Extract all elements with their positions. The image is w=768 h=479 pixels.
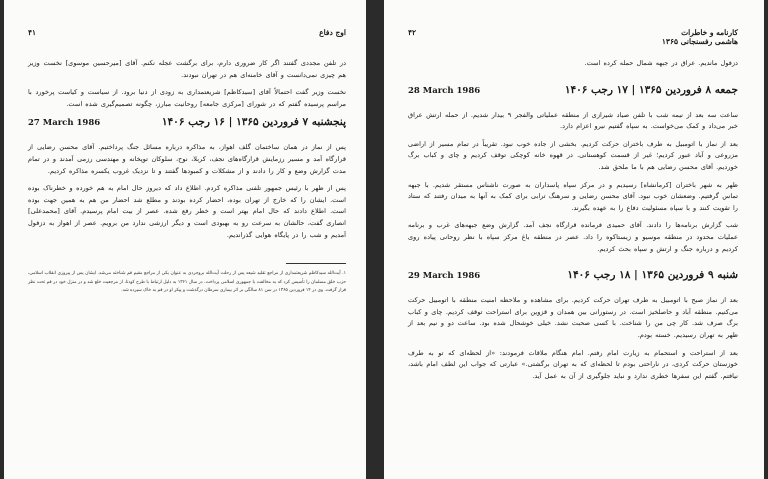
paragraph: دزفول ماندیم. عراق در جبهه شمال حمله کرده است. [584, 59, 738, 67]
paragraph: پس از ظهر با رئیس جمهور تلفنی مذاکره کردم. اطلاع داد که دیروز حال امام به هم خورده و خطرناک بوده است. ایشان را که خارج از تهران بوده، احضار کرده بودند و مطلع شد احضار من هم به همین جهت بوده است. اطلاع دادند که حال امام بهتر است و خطر رفع شده. عصر از بیت امام پرسیدم. آقای [محمدعلی] انصاری گفت، حالشان به سرعت رو به بهبودی است و دیگر ارزشی ندارد من برویم. عصر از اهواز به دزفول آمدیم و شب را در پایگاه هوایی گذراندیم. [28, 184, 346, 239]
footnote-rule [286, 263, 346, 264]
entry-date-heading [408, 269, 738, 281]
paragraph: پس از نماز در همان ساختمان گلف اهواز، به مذاکره درباره مسائل جنگ پرداختیم. آقای محسن رضایی از قرارگاه آمد و مسیر رزمایش قرارگاه‌های نجف، کربلا، نوح، سلوکان توپخانه و مهندسی رزمی آمدند و در تمام مدت گزارش وضع و کار را دادند و از مشکلات و کمبودها گفتند و تا نزدیک غروب یکسره مذاکره کردیم. [28, 143, 346, 175]
running-title: اوج دفاع [319, 28, 346, 37]
running-title-main: کارنامه و خاطرات [681, 28, 738, 37]
left-page [4, 0, 366, 479]
paragraph: بعد از نماز صبح با اتومبیل به طرف تهران حرکت کردیم. برای مشاهده و ملاحظه امنیت منطقه با اتومبیل حرکت می‌کنیم. منطقه آباد و حاصلخیز است. در رستورانی بین همدان و قزوین برای استراحت توقف کردیم. چای و کباب برگ صرف شد. کار چی من را شناخت. با کسی صحبت نشد. خیلی خوشحال شده بود. ساعت دو و نیم بعد از ظهر به تهران رسیدیم. خسته بودم. [408, 296, 738, 339]
running-title [662, 28, 738, 46]
paragraph: در تلفن مجددی گفتند اگر کار ضروری دارم، برای برگشت عجله نکنم. آقای [میرحسین موسوی] نخست وزیر هم چیزی نمی‌دانست و آقای خامنه‌ای هم در تهران نبودند. [28, 59, 346, 79]
date-gregorian: 27 March 1986 [28, 118, 101, 129]
date-persian: پنجشنبه ۷ فروردین ۱۳۶۵ | ۱۶ رجب ۱۴۰۶ [161, 116, 346, 129]
footnote: ۱. آیت‌الله سیدکاظم شریعتمداری از مراجع تقلید شیعه پس از رحلت آیت‌الله بروجردی به عنوان یکی از مراجع مقیم قم شناخته می‌شد. ایشان پس از پیروزی انقلاب اسلامی، حزب خلق مسلمان را تأسیس کرد که به مخالفت با جمهوری اسلامی پرداخت. در سال ۱۳۶۱ به دلیل ارتباط با طرح کودتا، از مرجعیت خلع شد و در منزل خود در قم تحت نظر قرار گرفت. وی در ۱۴ فروردین ۱۳۶۵ در سن ۸۱ سالگی بر اثر بیماری سرطان درگذشت و پیکر او در قم به خاک سپرده شد. [28, 271, 346, 293]
page-number: ۴۲ [408, 28, 417, 37]
paragraph: نخست وزیر گفت احتمالاً آقای [سیدکاظم] شریعتمداری به زودی از دنیا برود. از سیاست و کیاست پرخورد با مراسم پرسیده گفتم که در شورای [مرکزی جامعه] روحانیت مبارز، چگونه تصمیم‌گیری شده است. [28, 88, 346, 108]
date-gregorian: 28 March 1986 [408, 85, 481, 96]
date-persian: جمعه ۸ فروردین ۱۳۶۵ | ۱۷ رجب ۱۴۰۶ [564, 83, 738, 96]
page-number: ۴۱ [28, 28, 37, 37]
paragraph: بعد از استراحت و استحمام به زیارت امام رفتم. امام هنگام ملاقات فرمودند: «از لحظه‌ای که تو به طرف خوزستان حرکت کردی، در ناراحتی بودم تا لحظه‌ای که به تهران برگشتی.» عبارتی که جواب این لطف امام باشد، نیافتم. گفتم این سفرها خطری ندارد و نباید جلوگیری از آن به عمل آید. [408, 348, 738, 380]
paragraph: ساعت سه بعد از نیمه شب با تلفن صیاد شیرازی از منطقه عملیاتی والفجر ۹ بیدار شدیم. از حمله ارتش عراق خبر می‌داد و کمک می‌خواست. به سپاه گفتیم نیرو اعزام دارد. [408, 110, 738, 131]
right-running-head [408, 28, 738, 58]
paragraph: بعد از نماز با اتومبیل به طرف باختران حرکت کردیم. بخشی از جاده خوب نبود. تقریباً در تمام مسیر از اراضی مزروعی و آباد عبور کردیم؛ غیر از قسمت کوهستانی. در قهوه خانه کوچکی توقف کردیم و چای و کباب برگ خوردیم. آقای محسن رضایی هم با ما ملحق شد. [408, 139, 738, 171]
paragraph: ظهر به شهر باختران [کرمانشاه] رسیدیم و در مرکز سپاه پاسداران به صورت ناشناس مستقر شدیم. با جبهه تماس گرفتیم. وضعشان خوب نبود. آقای محسن رضایی و سرهنگ ترابی برای کمک به آنها به میدان رفتند که ستاد را تقویت کنند و با سپاه مسئولیت دفاع را به عهده بگیرند. [408, 180, 738, 212]
date-gregorian: 29 March 1986 [408, 271, 481, 282]
left-running-head [28, 28, 346, 58]
right-page [384, 0, 764, 479]
date-persian: شنبه ۹ فروردین ۱۳۶۵ | ۱۸ رجب ۱۴۰۶ [567, 269, 738, 282]
entry-date-heading [408, 84, 738, 96]
entry-date-heading [28, 116, 346, 128]
running-subtitle: هاشمی رفسنجانی ۱۳۶۵ [661, 37, 738, 46]
paragraph: شب گزارش برنامه‌ها را دادند. آقای حمیدی فرمانده قرارگاه نجف آمد. گزارش وضع جبهه‌های غرب و برنامه عملیات محدود در منطقه موسیو و زیستاکوه را داد. عصر در منطقه باغ مرکز سپاه با نظر روحانی پیاده روی کردیم و درباره جنگ و ارتش و سپاه بحث کردیم. [408, 221, 738, 253]
